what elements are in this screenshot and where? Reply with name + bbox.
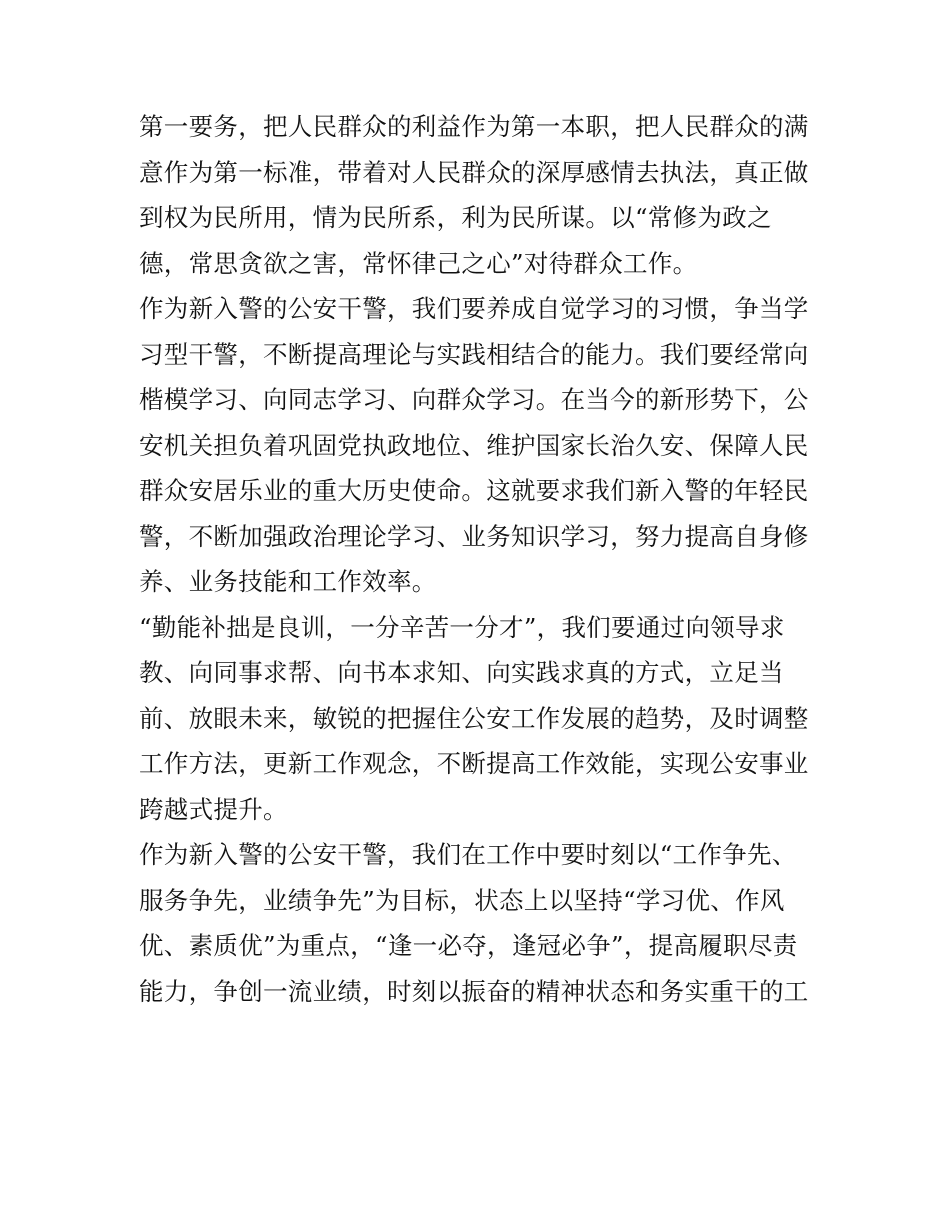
text-line: 安机关担负着巩固党执政地位、维护国家长治久安、保障人民 — [139, 430, 809, 460]
text-line: 服务争先，业绩争先”为目标，状态上以坚持“学习优、作风 — [139, 885, 785, 915]
text-line: 能力，争创一流业绩，时刻以振奋的精神状态和务实重干的工 — [139, 976, 809, 1006]
text-line: 群众安居乐业的重大历史使命。这就要求我们新入警的年轻民 — [139, 476, 809, 505]
text-line: 优、素质优”为重点，“逢一必夺，逢冠必争”，提高履职尽责 — [139, 931, 798, 960]
text-line: “勤能补拙是良训，一分辛苦一分才”，我们要通过向领导求 — [139, 612, 785, 642]
text-line: 警，不断加强政治理论学习、业务知识学习，努力提高自身修 — [139, 521, 809, 551]
text-line: 作为新入警的公安干警，我们要养成自觉学习的习惯，争当学 — [139, 294, 809, 323]
text-line: 养、业务技能和工作效率。 — [139, 567, 437, 596]
text-line: 意作为第一标准，带着对人民群众的深厚感情去执法，真正做 — [139, 157, 809, 187]
text-line: 前、放眼未来，敏锐的把握住公安工作发展的趋势，及时调整 — [139, 703, 809, 733]
text-line: 第一要务，把人民群众的利益作为第一本职，把人民群众的满 — [139, 112, 809, 141]
text-line: 楷模学习、向同志学习、向群众学习。在当今的新形势下，公 — [139, 385, 809, 414]
text-line: 到权为民所用，情为民所系，利为民所谋。以“常修为政之 — [139, 203, 772, 232]
text-line: 跨越式提升。 — [139, 794, 288, 824]
text-line: 工作方法，更新工作观念，不断提高工作效能，实现公安事业 — [139, 749, 809, 778]
body-text — [139, 104, 839, 1014]
text-line: 习型干警，不断提高理论与实践相结合的能力。我们要经常向 — [139, 339, 809, 369]
text-line: 教、向同事求帮、向书本求知、向实践求真的方式，立足当 — [139, 658, 784, 687]
text-line: 德，常思贪欲之害，常怀律己之心”对待群众工作。 — [139, 248, 698, 278]
text-line: 作为新入警的公安干警，我们在工作中要时刻以“工作争先、 — [139, 840, 797, 869]
